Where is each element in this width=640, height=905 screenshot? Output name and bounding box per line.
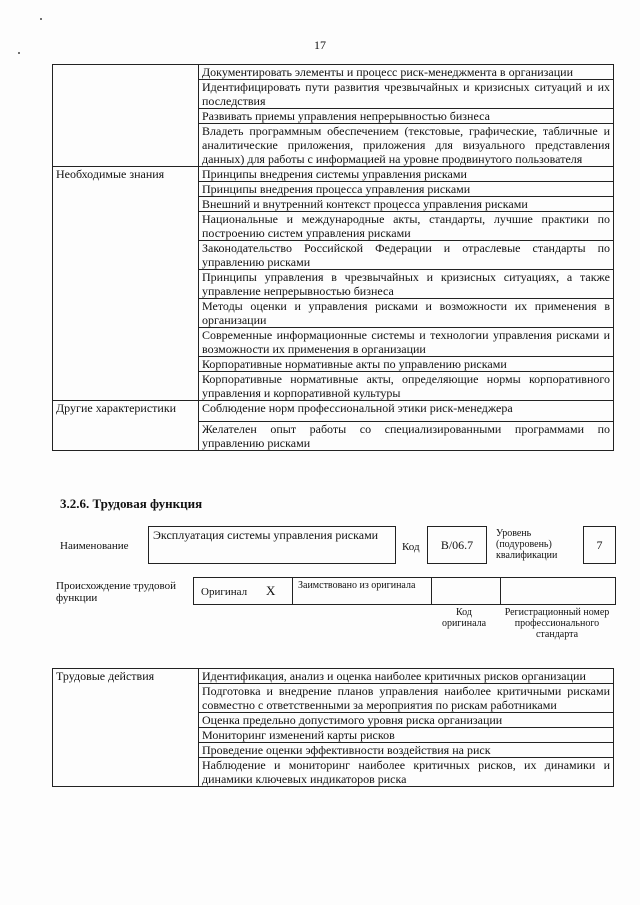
row-text: Внешний и внутренний контекст процесса управления рисками: [199, 197, 614, 212]
table-row: [53, 299, 614, 328]
table-row: [53, 241, 614, 270]
row-text: Оценка предельно допустимого уровня риска организации: [199, 713, 614, 728]
row-label: [53, 758, 199, 787]
row-label-other: Другие характеристики: [53, 401, 199, 422]
row-text: Проведение оценки эффективности воздействия на риск: [199, 743, 614, 758]
level-label: Уровень (подуровень) квалификации: [496, 528, 558, 561]
row-label: [53, 372, 199, 401]
table-row: [53, 65, 614, 80]
table-row: [53, 728, 614, 743]
level-value: 7: [596, 538, 603, 552]
table-row: [53, 167, 614, 182]
row-label: [53, 684, 199, 713]
table-row: [53, 743, 614, 758]
row-label: [53, 270, 199, 299]
labour-actions-table: [52, 668, 614, 787]
row-text: Владеть программным обеспечением (текстовые, графические, табличные и аналитические приложения, приложения для визуального представления данных) для работы с информацией на уровне продвинутого пользователя: [199, 124, 614, 167]
row-text: Принципы внедрения процесса управления рисками: [199, 182, 614, 197]
row-label: [53, 357, 199, 372]
scan-speck: [18, 52, 20, 54]
reg-number-label: Регистрационный номер профессионального стандарта: [504, 607, 610, 640]
origin-divider: [431, 578, 432, 604]
row-text: Наблюдение и мониторинг наиболее критичных рисков, их динамики и динамики ключевых индикаторов риска: [199, 758, 614, 787]
table-row: [53, 182, 614, 197]
table-row: [53, 124, 614, 167]
table-row: [53, 80, 614, 109]
row-text: Развивать приемы управления непрерывностью бизнеса: [199, 109, 614, 124]
page-number: 17: [314, 38, 326, 52]
row-label: [53, 109, 199, 124]
table-row: [53, 212, 614, 241]
name-label: Наименование: [60, 540, 129, 552]
row-label: [53, 124, 199, 167]
row-text: Методы оценки и управления рисками и возможности их применения в организации: [199, 299, 614, 328]
row-label: [53, 197, 199, 212]
row-label: [53, 212, 199, 241]
requirements-table: [52, 64, 614, 451]
origin-row: [193, 577, 616, 605]
level-value-box: [583, 526, 616, 564]
code-value: B/06.7: [440, 538, 474, 552]
table-row: [53, 270, 614, 299]
row-text: Соблюдение норм профессиональной этики риск-менеджера: [199, 401, 614, 422]
row-label: [53, 80, 199, 109]
table-row: [53, 669, 614, 684]
section-title: 3.2.6. Трудовая функция: [60, 496, 203, 511]
borrowed-label: Заимствовано из оригинала: [298, 580, 416, 591]
origin-divider: [500, 578, 501, 604]
name-value-box: [148, 526, 396, 564]
row-label: [53, 422, 199, 451]
code-value-box: [427, 526, 487, 564]
table-row: [53, 109, 614, 124]
row-label: [53, 182, 199, 197]
row-text: Принципы управления в чрезвычайных и кризисных ситуациях, а также управление непрерывностью бизнеса: [199, 270, 614, 299]
row-text: Подготовка и внедрение планов управления наиболее критичными рисками совместно с ответственными за мероприятия по рискам работниками: [199, 684, 614, 713]
row-text: Законодательство Российской Федерации и отраслевые стандарты по управлению рисками: [199, 241, 614, 270]
code-label: Код: [402, 541, 420, 553]
name-value: Эксплуатация системы управления рисками: [153, 528, 379, 542]
scan-speck: [40, 18, 42, 20]
row-label: [53, 65, 199, 80]
row-text: Идентифицировать пути развития чрезвычайных и кризисных ситуаций и их последствия: [199, 80, 614, 109]
table-row: [53, 328, 614, 357]
row-label: [53, 713, 199, 728]
table-row: [53, 357, 614, 372]
row-text: Современные информационные системы и технологии управления рисками и возможности их применения в организации: [199, 328, 614, 357]
table-row: [53, 713, 614, 728]
row-label-actions: Трудовые действия: [53, 669, 199, 684]
row-text: Принципы внедрения системы управления рисками: [199, 167, 614, 182]
table-row: [53, 401, 614, 422]
row-label: [53, 743, 199, 758]
table-row: [53, 197, 614, 212]
row-label: [53, 299, 199, 328]
row-label-knowledge: Необходимые знания: [53, 167, 199, 182]
row-label: [53, 728, 199, 743]
row-text: Корпоративные нормативные акты, определяющие нормы корпоративного управления и корпоративной культуры: [199, 372, 614, 401]
row-text: Мониторинг изменений карты рисков: [199, 728, 614, 743]
row-label: [53, 241, 199, 270]
table-row: [53, 758, 614, 787]
row-text: Национальные и международные акты, стандарты, лучшие практики по построению систем управления рисками: [199, 212, 614, 241]
original-label: Оригинал: [201, 586, 248, 598]
table-row: [53, 372, 614, 401]
row-text: Корпоративные нормативные акты по управлению рисками: [199, 357, 614, 372]
row-label: [53, 328, 199, 357]
table-row: [53, 684, 614, 713]
origin-label: Происхождение трудовой функции: [56, 580, 177, 604]
code-original-label: Код оригинала: [441, 607, 487, 629]
row-text: Документировать элементы и процесс риск-менеджмента в организации: [199, 65, 614, 80]
original-mark: X: [266, 583, 276, 598]
row-text: Желателен опыт работы со специализированными программами по управлению рисками: [199, 422, 614, 451]
table-row: [53, 422, 614, 451]
row-text: Идентификация, анализ и оценка наиболее критичных рисков организации: [199, 669, 614, 684]
origin-divider: [292, 578, 293, 604]
